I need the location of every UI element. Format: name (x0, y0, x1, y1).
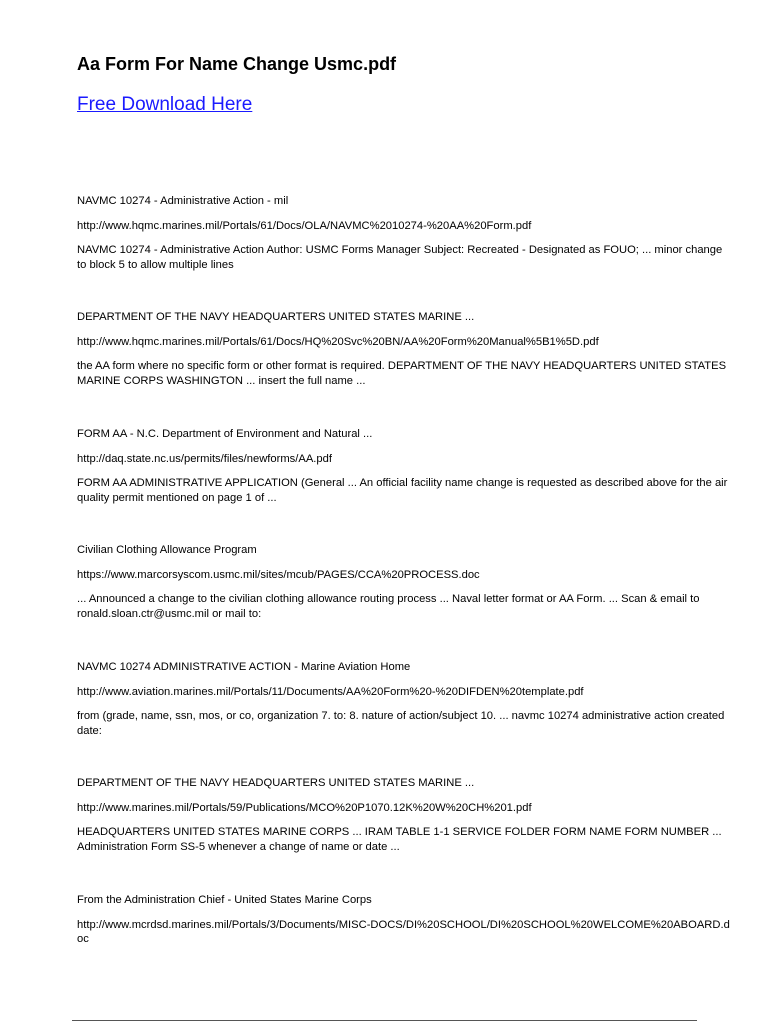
result-url[interactable]: https://www.marcorsyscom.usmc.mil/sites/mcub/PAGES/CCA%20PROCESS.doc (77, 568, 480, 581)
result-entry (77, 660, 732, 738)
page-title: Aa Form For Name Change Usmc.pdf (77, 54, 397, 74)
result-title: NAVMC 10274 - Administrative Action - mil (77, 195, 289, 207)
result-entry (77, 310, 732, 388)
free-download-link[interactable]: Free Download Here (77, 94, 253, 115)
result-title: DEPARTMENT OF THE NAVY HEADQUARTERS UNITED STATES MARINE ... (77, 311, 475, 323)
result-description: FORM AA ADMINISTRATIVE APPLICATION (General ... An official facility name change is requested as described above for the air quality permit mentioned on page 1 of ... (77, 477, 728, 504)
result-title: Civilian Clothing Allowance Program (77, 544, 257, 556)
result-entry (77, 543, 732, 621)
result-url[interactable]: http://daq.state.nc.us/permits/files/newforms/AA.pdf (77, 452, 332, 465)
result-description: HEADQUARTERS UNITED STATES MARINE CORPS ... IRAM TABLE 1-1 SERVICE FOLDER FORM NAME FORM NUMBER ... Administration Form SS-5 whenever a change of name or date ... (77, 826, 722, 853)
result-url[interactable]: http://www.mcrdsd.marines.mil/Portals/3/Documents/MISC-DOCS/DI%20SCHOOL/DI%20SCHOOL%20WELCOME%20ABOARD.doc (77, 918, 730, 945)
result-entry (77, 194, 732, 272)
result-entry (77, 893, 732, 957)
result-description: from (grade, name, ssn, mos, or co, organization 7. to: 8. nature of action/subject 10. ... navmc 10274 administrative action created date: (77, 710, 725, 737)
result-description: NAVMC 10274 - Administrative Action Author: USMC Forms Manager Subject: Recreated - Designated as FOUO; ... minor change to block 5 to allow multiple lines (77, 244, 723, 271)
result-description: ... Announced a change to the civilian clothing allowance routing process ... Naval letter format or AA Form. ... Scan & email to ronald.sloan.ctr@usmc.mil or mail to: (77, 593, 700, 620)
result-title: FORM AA - N.C. Department of Environment and Natural ... (77, 428, 373, 440)
footer-divider (72, 1020, 697, 1021)
result-entry (77, 427, 732, 505)
result-url[interactable]: http://www.aviation.marines.mil/Portals/11/Documents/AA%20Form%20-%20DIFDEN%20template.pdf (77, 685, 584, 698)
result-url[interactable]: http://www.hqmc.marines.mil/Portals/61/Docs/OLA/NAVMC%2010274-%20AA%20Form.pdf (77, 219, 532, 232)
result-title: From the Administration Chief - United States Marine Corps (77, 894, 372, 906)
result-url[interactable]: http://www.hqmc.marines.mil/Portals/61/Docs/HQ%20Svc%20BN/AA%20Form%20Manual%5B1%5D.pdf (77, 335, 599, 348)
result-title: NAVMC 10274 ADMINISTRATIVE ACTION - Marine Aviation Home (77, 661, 411, 673)
result-entry (77, 776, 732, 854)
result-title: DEPARTMENT OF THE NAVY HEADQUARTERS UNITED STATES MARINE ... (77, 777, 475, 789)
result-url[interactable]: http://www.marines.mil/Portals/59/Publications/MCO%20P1070.12K%20W%20CH%201.pdf (77, 801, 532, 814)
result-description: the AA form where no specific form or other format is required. DEPARTMENT OF THE NAVY HEADQUARTERS UNITED STATES MARINE CORPS WASHINGTON ... insert the full name ... (77, 360, 727, 387)
